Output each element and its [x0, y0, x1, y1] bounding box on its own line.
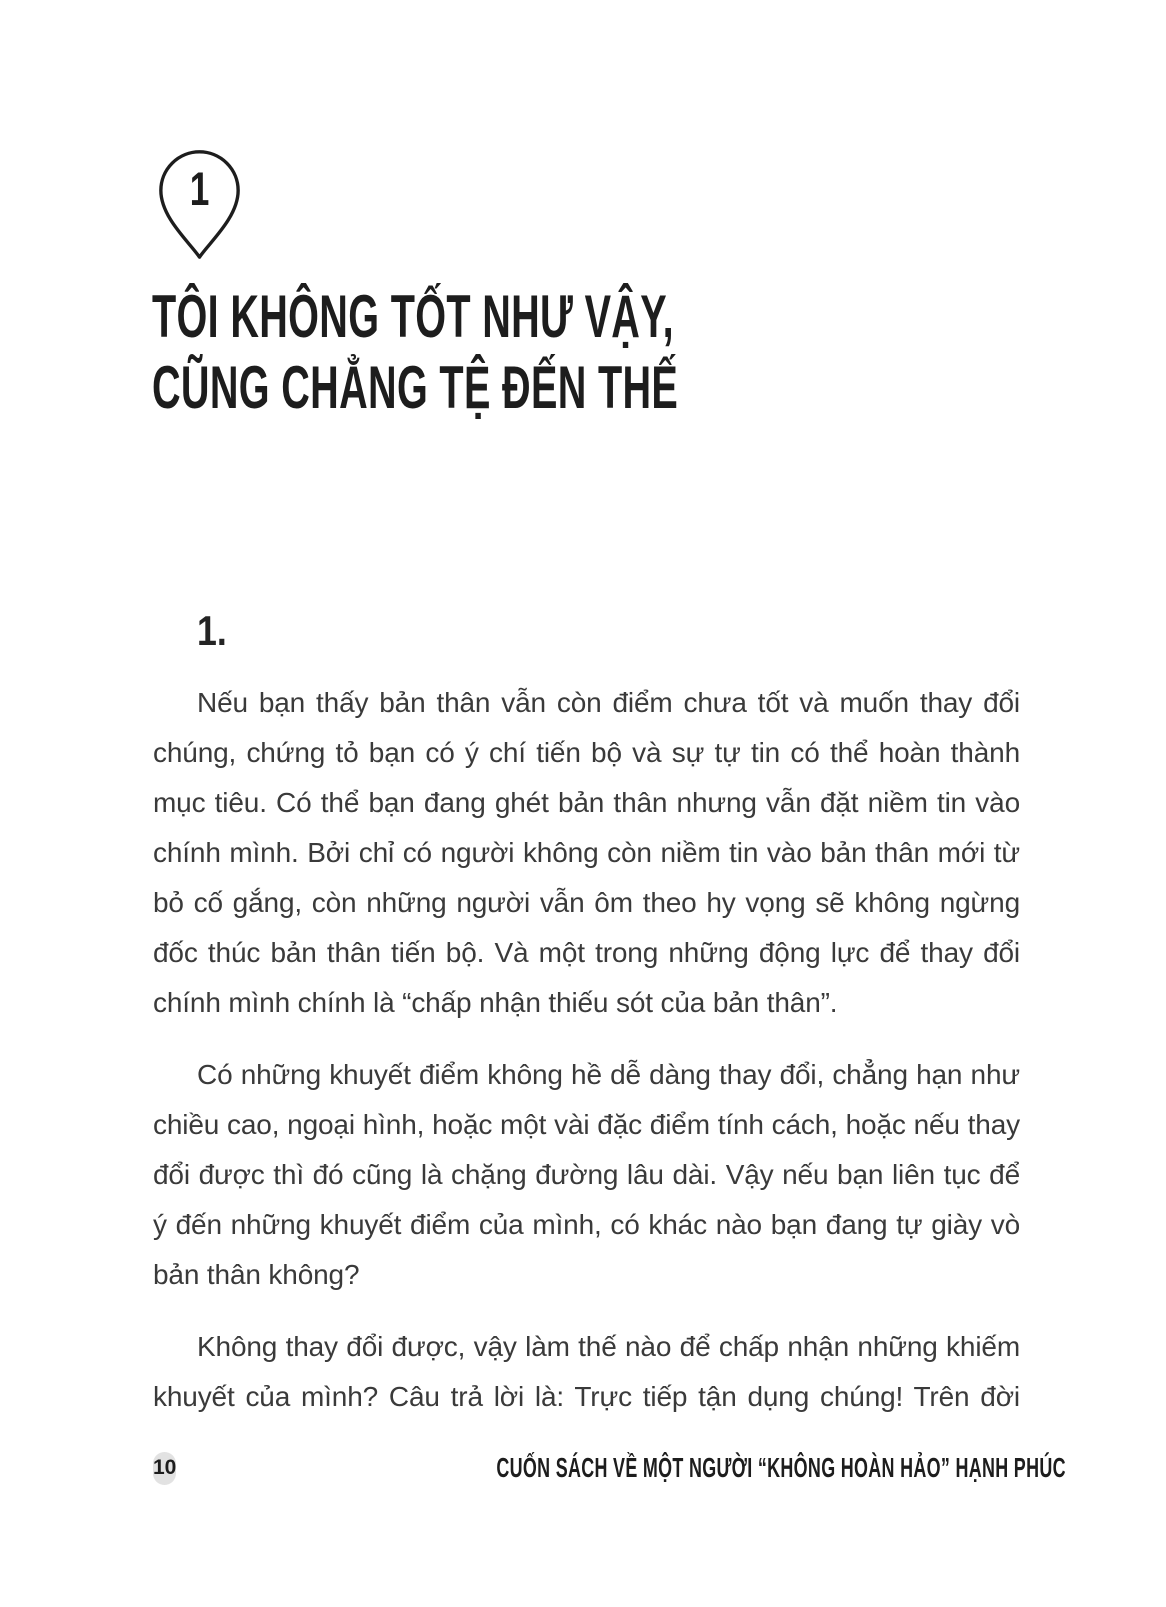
paragraph-line: ý đến những khuyết điểm của mình, có khác nào bạn đang tự giày vò: [153, 1209, 1020, 1240]
chapter-title-line-1: TÔI KHÔNG TỐT NHƯ VẬY,: [152, 283, 674, 350]
paragraph-line: bản thân không?: [153, 1259, 360, 1290]
paragraph-line: đốc thúc bản thân tiến bộ. Và một trong những động lực để thay đổi: [153, 937, 1020, 968]
page-footer: [153, 1449, 1067, 1487]
paragraph-line: khuyết của mình? Câu trả lời là: Trực tiếp tận dụng chúng! Trên đời: [153, 1381, 1020, 1412]
page-number: 10: [153, 1456, 177, 1479]
paragraph-line: chúng, chứng tỏ bạn có ý chí tiến bộ và sự tự tin có thể hoàn thành: [153, 737, 1020, 768]
paragraph-line: mục tiêu. Có thể bạn đang ghét bản thân nhưng vẫn đặt niềm tin vào: [153, 787, 1020, 818]
paragraph-line: chính mình chính là “chấp nhận thiếu sót của bản thân”.: [153, 987, 838, 1018]
paragraph: [153, 1322, 1020, 1422]
paragraph: [153, 678, 1020, 1028]
paragraph-line: chiều cao, ngoại hình, hoặc một vài đặc điểm tính cách, hoặc nếu thay: [153, 1109, 1020, 1140]
footer-book-title: CUỐN SÁCH VỀ MỘT NGƯỜI “KHÔNG HOÀN HẢO” HẠNH PHÚC: [496, 1452, 1067, 1483]
section-number: 1.: [197, 607, 227, 654]
paragraph-line: bỏ cố gắng, còn những người vẫn ôm theo hy vọng sẽ không ngừng: [153, 887, 1020, 918]
page-number-badge: [153, 1452, 176, 1485]
paragraph-line: Có những khuyết điểm không hề dễ dàng thay đổi, chẳng hạn như: [197, 1059, 1020, 1090]
chapter-marker-pin: [156, 147, 243, 261]
paragraph-line: đổi được thì đó cũng là chặng đường lâu dài. Vậy nếu bạn liên tục để: [153, 1159, 1020, 1190]
body-text: [153, 678, 1020, 1422]
chapter-title: [152, 281, 949, 423]
paragraph-line: Nếu bạn thấy bản thân vẫn còn điểm chưa tốt và muốn thay đổi: [197, 687, 1020, 718]
paragraph: [153, 1050, 1020, 1300]
paragraph-line: Không thay đổi được, vậy làm thế nào để chấp nhận những khiếm: [197, 1331, 1020, 1362]
chapter-number: 1: [189, 162, 210, 215]
chapter-title-line-2: CŨNG CHẲNG TỆ ĐẾN THẾ: [152, 354, 679, 421]
paragraph-line: chính mình. Bởi chỉ có người không còn niềm tin vào bản thân mới từ: [153, 837, 1020, 868]
